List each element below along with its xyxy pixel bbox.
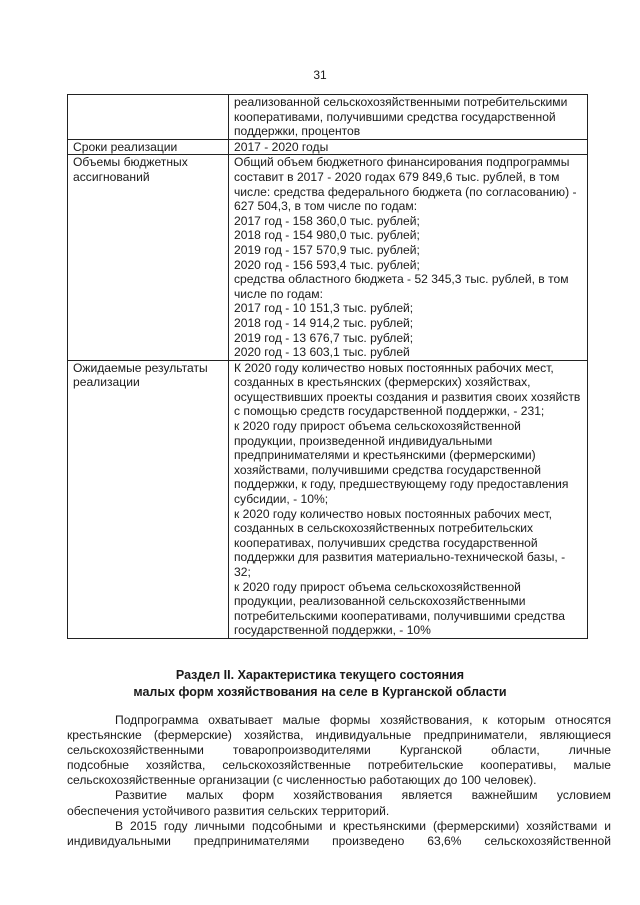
row-content-line: продукции, реализованной сельскохозяйственными xyxy=(234,594,526,609)
text-line: крестьянские (фермерские) хозяйства, индивидуальные предприниматели, являющиеся xyxy=(67,728,611,743)
row-content-line: 2018 год - 14 914,2 тыс. рублей; xyxy=(234,315,414,330)
body-text xyxy=(67,713,611,849)
row-content-line: 2019 год - 157 570,9 тыс. рублей; xyxy=(234,242,420,257)
row-content-cell xyxy=(229,155,588,360)
section-title-line-1: Раздел II. Характеристика текущего состояния xyxy=(175,668,465,682)
text-line: В 2015 году личными подсобными и крестьянскими (фермерскими) хозяйствами и xyxy=(115,818,611,833)
table-row xyxy=(68,139,588,155)
row-content-line: кооперативах, получивших средства государственной xyxy=(234,535,538,550)
row-content-line: к 2020 году прирост объема сельскохозяйственной xyxy=(234,579,521,594)
row-content-line: 2018 год - 154 980,0 тыс. рублей; xyxy=(234,228,420,243)
row-content-line: числе по годам: xyxy=(234,286,323,301)
row-content-line: реализованной сельскохозяйственными потребительскими xyxy=(234,95,568,109)
row-content-line: 2017 - 2020 годы xyxy=(234,139,329,154)
row-content-line: 2017 год - 10 151,3 тыс. рублей; xyxy=(234,301,414,316)
paragraph-1 xyxy=(67,713,611,788)
row-content-cell xyxy=(229,360,588,638)
row-content-line: 627 504,3, в том числе по годам: xyxy=(234,199,418,214)
text-line: Подпрограмма охватывает малые формы хозяйствования, к которым относятся xyxy=(115,713,611,727)
row-content-line: созданных в крестьянских (фермерских) хозяйствах, xyxy=(234,375,531,390)
paragraph-3 xyxy=(67,819,611,849)
row-content-cell xyxy=(229,95,588,140)
row-content-line: Общий объем бюджетного финансирования подпрограммы xyxy=(234,155,570,170)
row-content-line: продукции, произведенной индивидуальными xyxy=(234,433,493,448)
row-content-line: потребительскими кооперативами, получившими средства xyxy=(234,608,565,623)
row-content-line: средства областного бюджета - 52 345,3 тыс. рублей, в том xyxy=(234,272,569,287)
section-title xyxy=(0,667,640,701)
row-content-line: составит в 2017 - 2020 годах 679 849,6 тыс. рублей, в том xyxy=(234,169,560,184)
text-line: Развитие малых форм хозяйствования является важнейшим условием xyxy=(115,788,611,803)
row-content-line: 2020 год - 156 593,4 тыс. рублей; xyxy=(234,257,420,272)
row-content-line: числе: средства федерального бюджета (по согласованию) - xyxy=(234,184,577,199)
text-line: индивидуальными предпринимателями произведено 63,6% сельскохозяйственной xyxy=(67,833,611,848)
row-content-line: кооперативами, получившими средства государственной xyxy=(234,109,556,124)
row-content-line: хозяйствами, получившими средства государственной xyxy=(234,462,541,477)
row-content-line: поддержки для развития материально-технической базы, - xyxy=(234,550,566,565)
section-title-line-2: малых форм хозяйствования на селе в Курганской области xyxy=(133,685,507,699)
row-content-line: к 2020 году количество новых постоянных рабочих мест, xyxy=(234,506,553,521)
row-content-line: субсидии, - 10%; xyxy=(234,492,329,507)
row-content-line: 2019 год - 13 676,7 тыс. рублей; xyxy=(234,330,414,345)
row-content-line: предпринимателями и крестьянскими (фермерскими) xyxy=(234,448,536,463)
row-content-line: 2020 год - 13 603,1 тыс. рублей xyxy=(234,345,410,360)
table-row xyxy=(68,360,588,638)
subprogram-passport-table xyxy=(67,94,588,639)
row-content-line: к 2020 году прирост объема сельскохозяйственной xyxy=(234,419,521,434)
text-line: подсобные хозяйства, сельскохозяйственные потребительские кооперативы, малые xyxy=(67,758,611,773)
row-content-line: К 2020 году количество новых постоянных рабочих мест, xyxy=(234,360,554,375)
row-content-line: 2017 год - 158 360,0 тыс. рублей; xyxy=(234,213,420,228)
row-label-cell xyxy=(68,155,229,360)
text-line: обеспечения устойчивого развития сельских территорий. xyxy=(67,803,390,818)
row-label-line: ассигнований xyxy=(73,169,150,184)
row-label-cell xyxy=(68,139,229,155)
paragraph-2 xyxy=(67,788,611,818)
row-label-cell xyxy=(68,95,229,140)
row-content-line: 32; xyxy=(234,565,251,579)
row-label-line: реализации xyxy=(73,375,140,390)
page-number: 31 xyxy=(313,68,327,82)
row-content-cell xyxy=(229,139,588,155)
table-row xyxy=(68,95,588,140)
row-content-line: поддержки, процентов xyxy=(234,124,361,139)
row-label-line: Ожидаемые результаты xyxy=(73,360,208,375)
text-line: сельскохозяйственными товаропроизводителями Курганской области, личные xyxy=(67,743,611,758)
row-label-line: Сроки реализации xyxy=(73,139,178,154)
row-content-line: осуществивших проекты создания и развития своих хозяйств xyxy=(234,389,581,404)
table-row xyxy=(68,155,588,360)
row-content-line: государственной поддержки, - 10% xyxy=(234,623,431,638)
row-content-line: созданных в сельскохозяйственных потребительских xyxy=(234,521,534,536)
text-line: сельскохозяйственные организации (с численностью работающих до 100 человек). xyxy=(67,773,537,788)
row-content-line: поддержки, к году, предшествующему году предоставления xyxy=(234,477,569,492)
row-label-line: Объемы бюджетных xyxy=(73,155,188,170)
row-content-line: с помощью средств государственной поддержки, - 231; xyxy=(234,404,545,419)
row-label-cell xyxy=(68,360,229,638)
